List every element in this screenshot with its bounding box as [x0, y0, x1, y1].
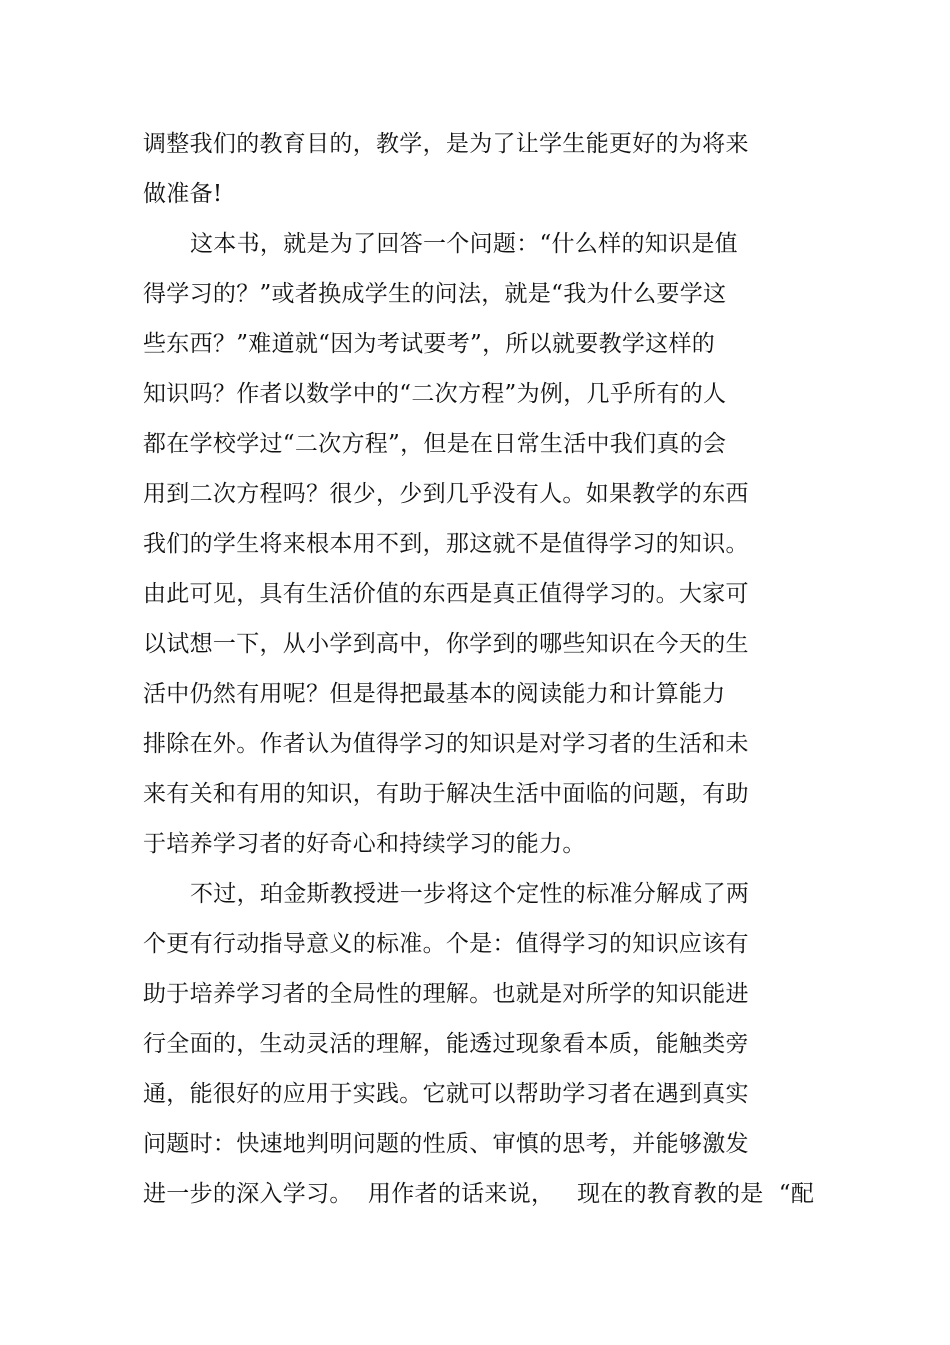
text-line: 通，能很好的应用于实践。它就可以帮助学习者在遇到真实 [143, 1081, 749, 1107]
text-line: 都在学校学过“二次方程”，但是在日常生活中我们真的会 [143, 431, 727, 457]
text-line: 以试想一下，从小学到高中，你学到的哪些知识在今天的生 [143, 631, 749, 657]
text-line: 由此可见，具有生活价值的东西是真正值得学习的。大家可 [143, 581, 749, 607]
text-line: 用到二次方程吗？很少，少到几乎没有人。如果教学的东西 [143, 481, 749, 507]
text-line: 调整我们的教育目的，教学，是为了让学生能更好的为将来 [143, 131, 749, 157]
text-line: 于培养学习者的好奇心和持续学习的能力。 [143, 831, 586, 857]
text-line: 进一步的深入学习。 用作者的话来说， 现在的教育教的是 “配 [143, 1181, 815, 1207]
text-line: 我们的学生将来根本用不到，那这就不是值得学习的知识。 [143, 531, 749, 557]
text-line: 排除在外。作者认为值得学习的知识是对学习者的生活和未 [143, 731, 749, 757]
text-line: 些东西？”难道就“因为考试要考”，所以就要教学这样的 [143, 331, 716, 357]
text-line: 助于培养学习者的全局性的理解。也就是对所学的知识能进 [143, 981, 749, 1007]
text-line: 问题时：快速地判明问题的性质、审慎的思考，并能够激发 [143, 1131, 749, 1157]
body-text [143, 119, 843, 1219]
text-line: 活中仍然有用呢？但是得把最基本的阅读能力和计算能力 [143, 681, 726, 707]
text-line: 做准备! [143, 181, 223, 207]
paragraph-start-line: 这本书，就是为了回答一个问题：“什么样的知识是值 [190, 231, 738, 257]
text-line: 行全面的，生动灵活的理解，能透过现象看本质，能触类旁 [143, 1031, 749, 1057]
paragraph-start-line: 不过，珀金斯教授进一步将这个定性的标准分解成了两 [190, 881, 750, 907]
text-line: 知识吗？作者以数学中的“二次方程”为例，几乎所有的人 [143, 381, 727, 407]
text-line: 来有关和有用的知识，有助于解决生活中面临的问题，有助 [143, 781, 749, 807]
text-line: 个更有行动指导意义的标准。个是：值得学习的知识应该有 [143, 931, 749, 957]
text-line: 得学习的？”或者换成学生的问法，就是“我为什么要学这 [143, 281, 727, 307]
